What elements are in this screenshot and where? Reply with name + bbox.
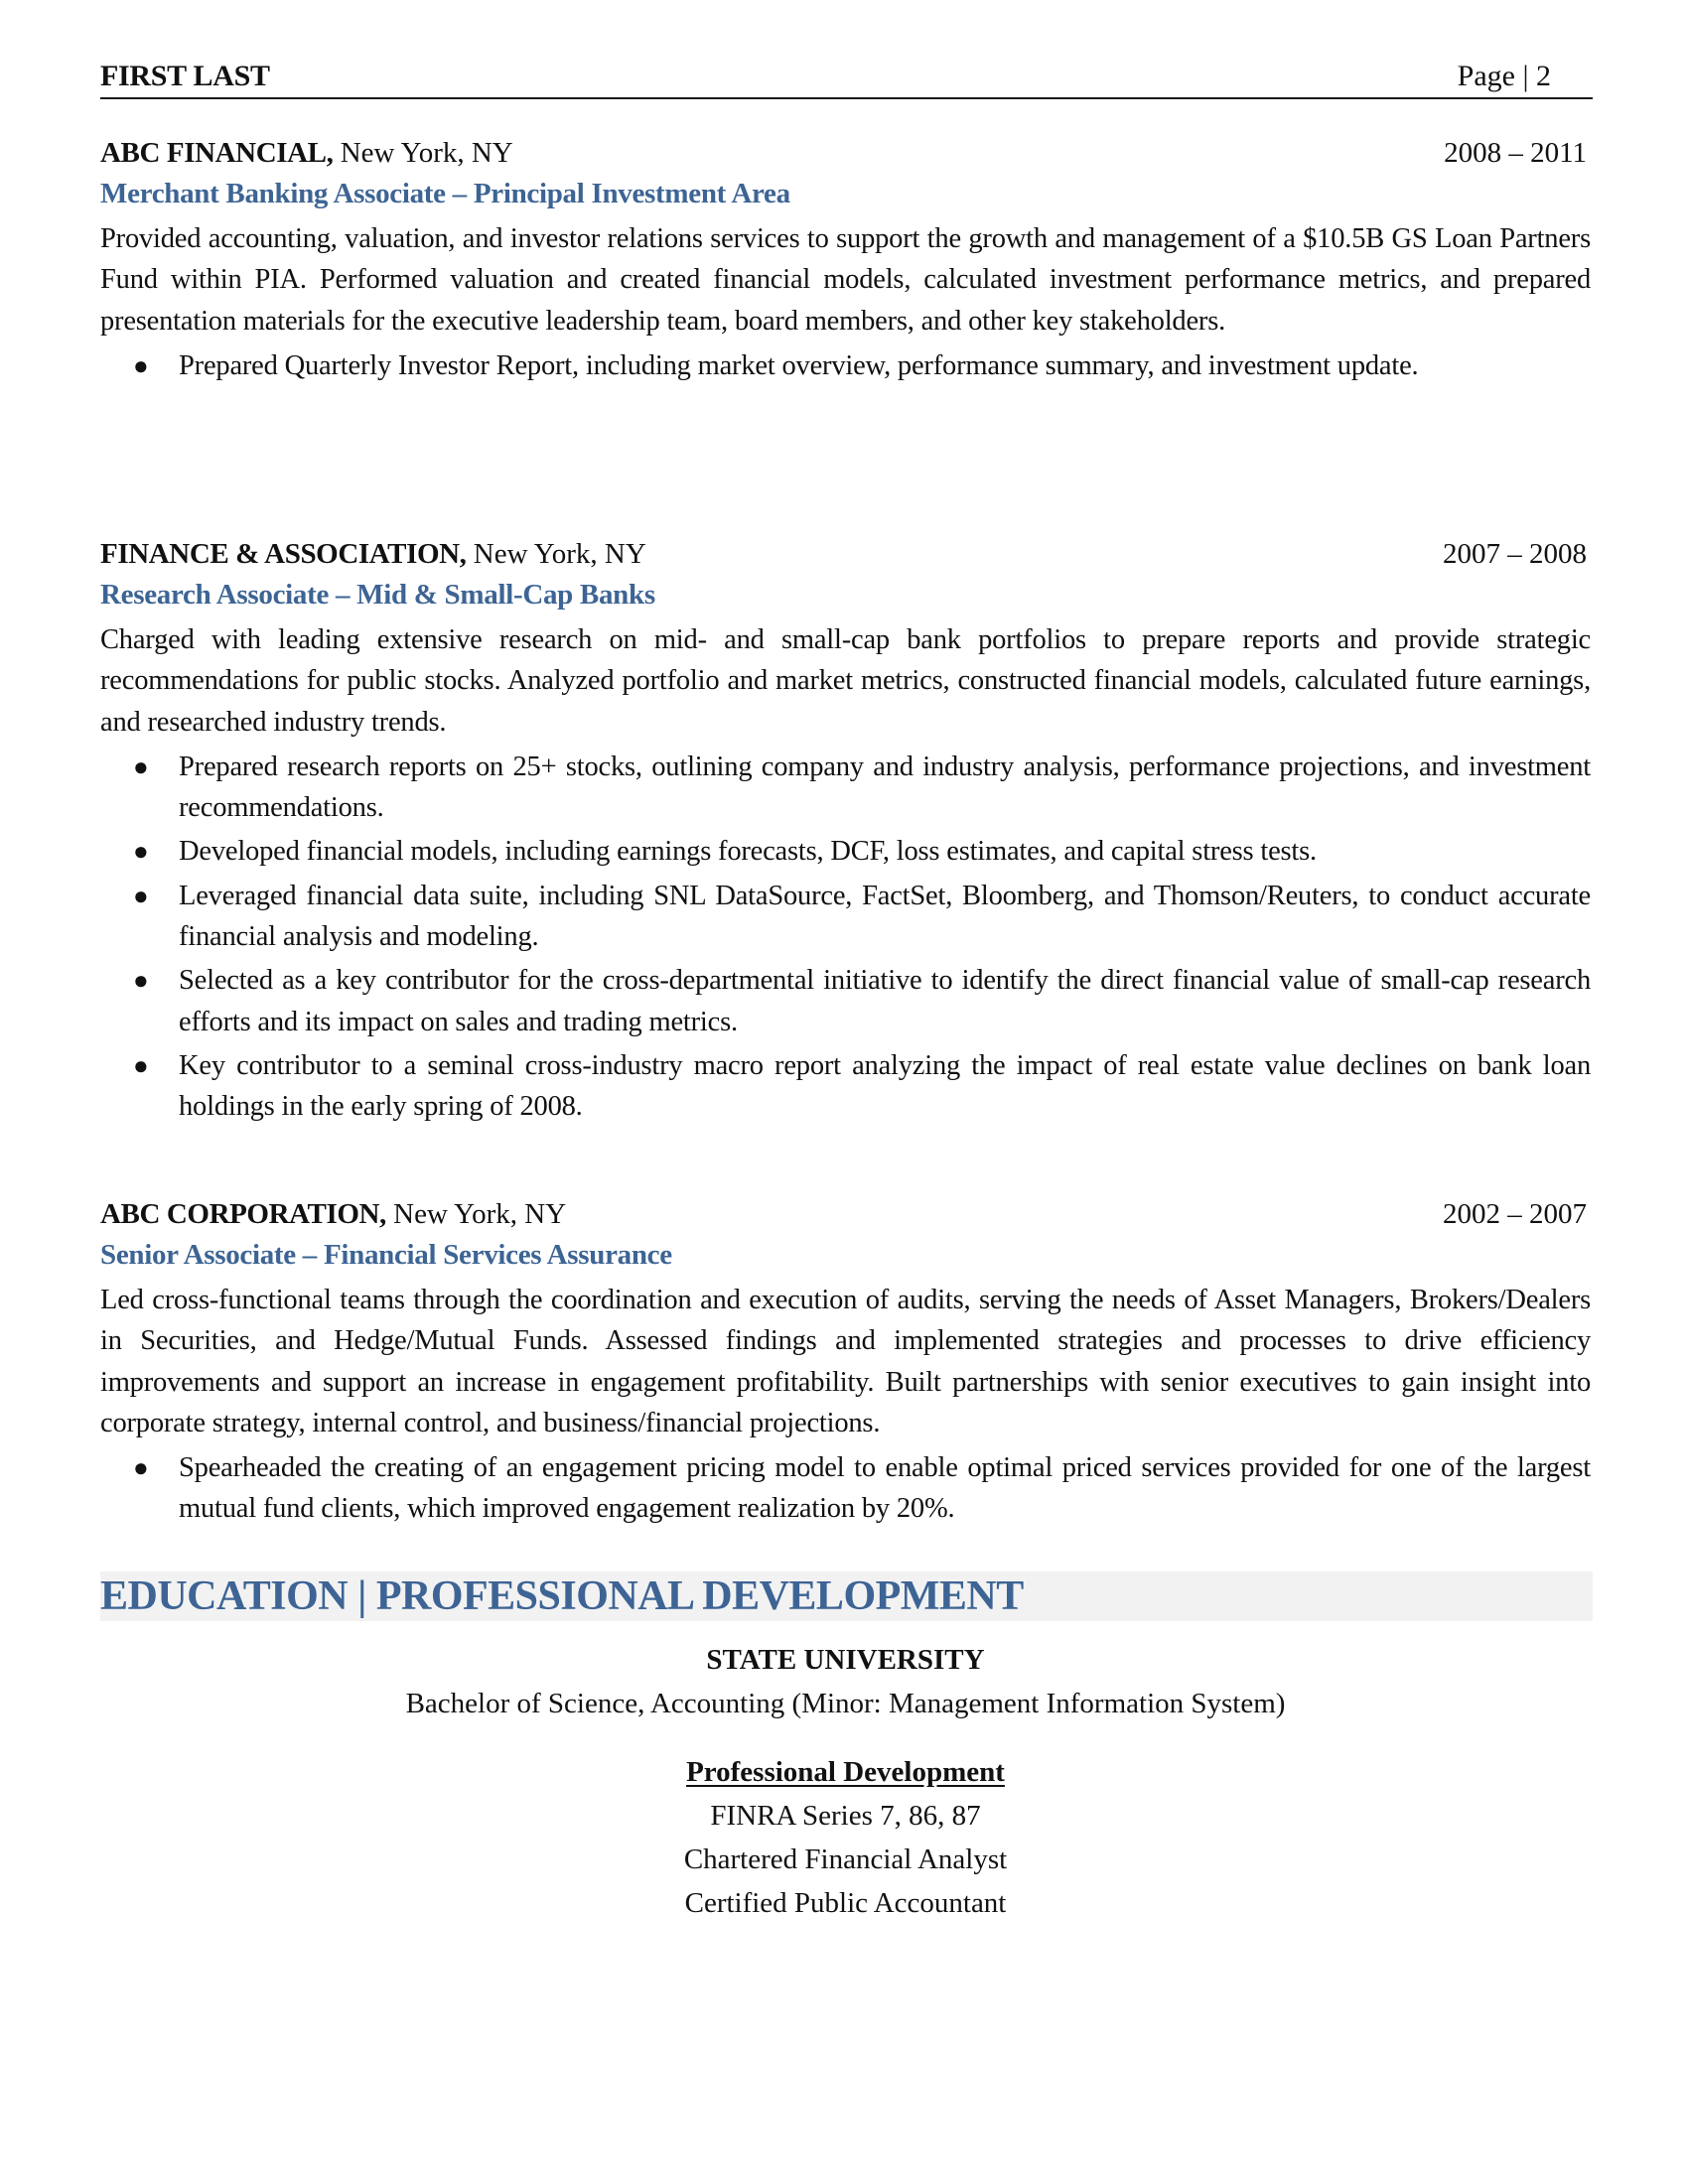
bullet-item: ● Prepared Quarterly Investor Report, including market overview, performance summary, and investment update. — [100, 345, 1591, 386]
certification-item: Certified Public Accountant — [684, 1887, 1007, 1919]
job-title: Senior Associate – Financial Services Assurance — [100, 1239, 672, 1271]
bullet-item: ● Leveraged financial data suite, including SNL DataSource, FactSet, Bloomberg, and Thomson/Reuters, to conduct accurate financial analysis and modeling. — [100, 876, 1591, 958]
job-entry — [100, 133, 1591, 389]
bullet-icon: ● — [133, 350, 149, 380]
bullet-item: ● Developed financial models, including earnings forecasts, DCF, loss estimates, and capital stress tests. — [100, 831, 1591, 872]
job-title: Research Associate – Mid & Small-Cap Banks — [100, 579, 655, 611]
section-title: EDUCATION | PROFESSIONAL DEVELOPMENT — [100, 1573, 1024, 1619]
bullet-icon: ● — [133, 837, 149, 867]
job-dates: 2002 – 2007 — [1443, 1198, 1587, 1230]
bullet-item: ● Selected as a key contributor for the cross-departmental initiative to identify the direct financial value of small-cap research efforts and its impact on sales and trading metrics. — [100, 960, 1591, 1042]
bullet-item: ● Key contributor to a seminal cross-industry macro report analyzing the impact of real estate value declines on bank loan holdings in the early spring of 2008. — [100, 1045, 1591, 1128]
bullet-item: ● Prepared research reports on 25+ stocks, outlining company and industry analysis, performance projections, and investment recommendations. — [100, 747, 1591, 829]
job-bullets — [100, 345, 1591, 386]
job-header — [100, 133, 1591, 174]
company-location: New York, NY — [340, 137, 513, 169]
company-name: FINANCE & ASSOCIATION, — [100, 538, 467, 570]
job-bullets — [100, 1447, 1591, 1530]
certification-item: FINRA Series 7, 86, 87 — [710, 1800, 981, 1832]
candidate-name: FIRST LAST — [100, 60, 270, 92]
certification-item: Chartered Financial Analyst — [683, 1843, 1008, 1875]
page-header — [100, 58, 1593, 99]
job-header — [100, 1194, 1591, 1235]
bullet-item: ● Spearheaded the creating of an engagement pricing model to enable optimal priced services provided for one of the largest mutual fund clients, which improved engagement realization by 20%. — [100, 1447, 1591, 1530]
job-title: Merchant Banking Associate – Principal Investment Area — [100, 178, 790, 209]
professional-development-heading: Professional Development — [686, 1756, 1005, 1788]
job-dates: 2008 – 2011 — [1444, 137, 1587, 169]
job-description: Charged with leading extensive research on mid- and small-cap bank portfolios to prepare reports and provide strategic recommendations for public stocks. Analyzed portfolio and market metrics, constructed financial models, calculated future earnings, and researched industry trends. — [100, 624, 1591, 738]
job-dates: 2007 – 2008 — [1443, 538, 1587, 570]
company-name: ABC CORPORATION, — [100, 1198, 386, 1230]
job-description: Led cross-functional teams through the coordination and execution of audits, serving the needs of Asset Managers, Brokers/Dealers in Securities, and Hedge/Mutual Funds. Assessed findings and implemented strategies and processes to drive efficiency improvements and support an increase in engagement profitability. Built partnerships with senior executives to gain insight into corporate strategy, internal control, and business/financial projections. — [100, 1285, 1591, 1438]
job-entry — [100, 534, 1591, 1131]
degree: Bachelor of Science, Accounting (Minor: Management Information System) — [405, 1688, 1286, 1719]
company-location: New York, NY — [393, 1198, 567, 1230]
job-bullets — [100, 747, 1591, 1128]
page-number: Page | 2 — [1457, 60, 1551, 92]
education-section-header — [100, 1571, 1593, 1621]
job-entry — [100, 1194, 1591, 1533]
bullet-icon: ● — [133, 881, 149, 910]
bullet-icon: ● — [133, 966, 149, 996]
company-name: ABC FINANCIAL, — [100, 137, 334, 169]
bullet-icon: ● — [133, 1453, 149, 1483]
bullet-icon: ● — [133, 1050, 149, 1080]
school-name: STATE UNIVERSITY — [706, 1644, 985, 1676]
company-location: New York, NY — [473, 538, 646, 570]
job-description: Provided accounting, valuation, and investor relations services to support the growth and management of a $10.5B GS Loan Partners Fund within PIA. Performed valuation and created financial models, calculated investment performance metrics, and prepared presentation materials for the executive leadership team, board members, and other key stakeholders. — [100, 223, 1591, 337]
bullet-icon: ● — [133, 751, 149, 781]
job-header — [100, 534, 1591, 575]
